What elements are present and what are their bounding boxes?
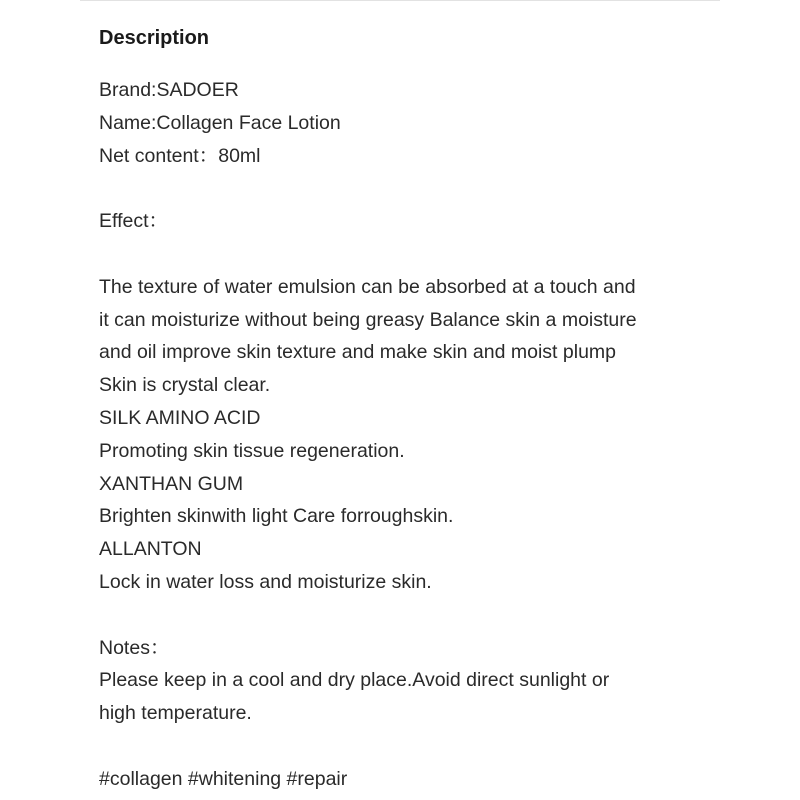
notes-label: Notes： bbox=[99, 636, 170, 659]
net-content-line: Net content：80ml bbox=[99, 144, 261, 167]
brand-line: Brand:SADOER bbox=[99, 79, 239, 101]
product-name-line: Name:Collagen Face Lotion bbox=[99, 111, 341, 134]
effect-text-line: and oil improve skin texture and make skin and moist plump bbox=[99, 341, 616, 364]
ingredient-benefit: Promoting skin tissue regeneration. bbox=[99, 439, 405, 462]
spacer bbox=[99, 172, 719, 205]
ingredient-benefit: Lock in water loss and moisturize skin. bbox=[99, 570, 432, 593]
ingredient-benefit: Brighten skinwith light Care forroughskin. bbox=[99, 505, 454, 528]
effect-text-line: The texture of water emulsion can be absorbed at a touch and bbox=[99, 275, 636, 298]
description-body bbox=[99, 74, 719, 796]
top-divider bbox=[80, 0, 720, 1]
ingredient-name: ALLANTON bbox=[99, 538, 202, 561]
hashtags: #collagen #whitening #repair bbox=[99, 767, 348, 790]
effect-text-line: Skin is crystal clear. bbox=[99, 374, 271, 397]
notes-text-line: high temperature. bbox=[99, 702, 252, 725]
spacer bbox=[99, 599, 719, 632]
ingredient-name: SILK AMINO ACID bbox=[99, 406, 261, 429]
spacer bbox=[99, 730, 719, 763]
ingredient-name: XANTHAN GUM bbox=[99, 472, 244, 495]
effect-text-line: it can moisturize without being greasy Balance skin a moisture bbox=[99, 308, 637, 331]
effect-label: Effect： bbox=[99, 210, 169, 233]
notes-text-line: Please keep in a cool and dry place.Avoid direct sunlight or bbox=[99, 669, 610, 692]
spacer bbox=[99, 238, 719, 271]
section-title: Description bbox=[99, 27, 210, 49]
